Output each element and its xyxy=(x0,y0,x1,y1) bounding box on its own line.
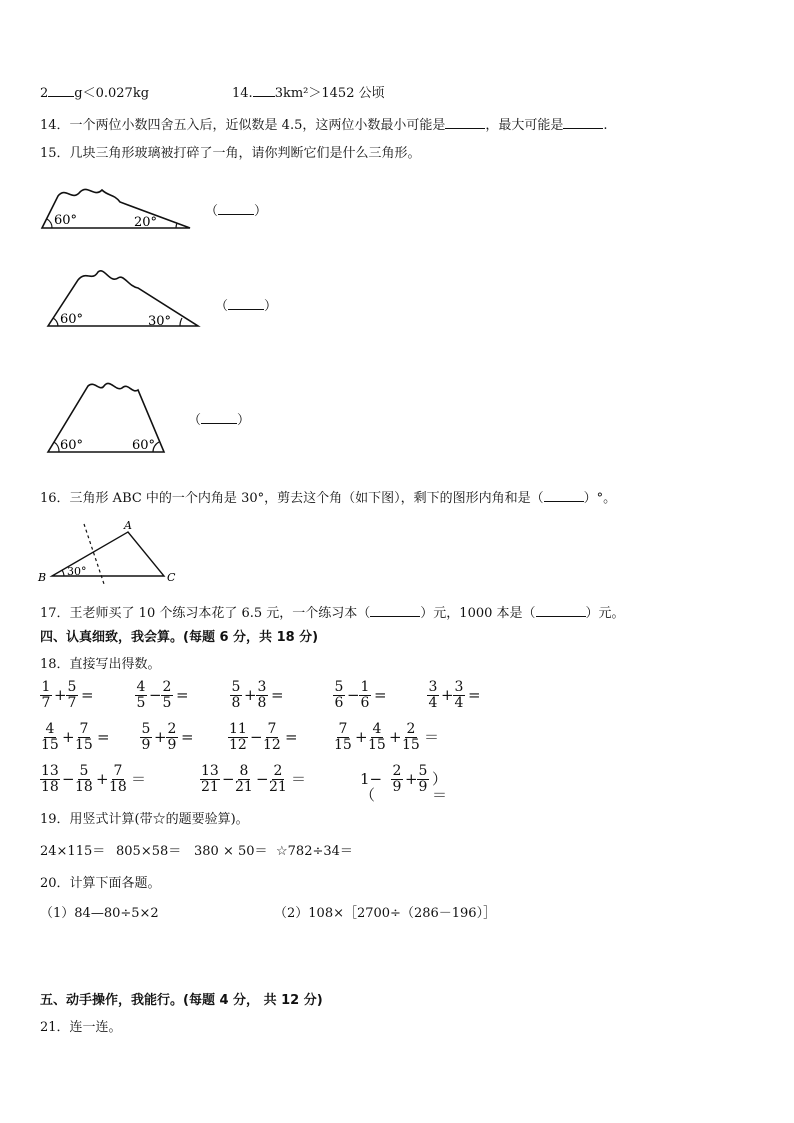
fraction xyxy=(401,722,421,753)
paren-close: ） xyxy=(237,413,251,428)
fraction xyxy=(40,764,60,795)
question-15: 15．几块三角形玻璃被打碎了一角，请你判断它们是什么三角形。 xyxy=(40,146,421,161)
vertex-label-c: C xyxy=(167,571,176,584)
denominator: 9 xyxy=(141,737,151,753)
equals-sign: = xyxy=(285,728,298,746)
blank[interactable] xyxy=(253,84,275,97)
denominator: 8 xyxy=(231,695,241,711)
denominator: 9 xyxy=(392,779,402,795)
fraction xyxy=(74,764,94,795)
denominator: 12 xyxy=(229,737,247,753)
top-line-left-unit: g＜0.027kg xyxy=(74,86,150,101)
angle-label: 60° xyxy=(54,213,78,228)
fraction xyxy=(359,680,371,711)
question-16 xyxy=(40,489,616,507)
answer-blank[interactable] xyxy=(201,411,237,424)
q19-item: 24×115＝ xyxy=(40,844,106,859)
denominator: 15 xyxy=(368,737,386,753)
numerator: 3 xyxy=(428,679,438,695)
q19-item: ☆782÷34＝ xyxy=(276,844,353,859)
angle-label: 60° xyxy=(60,312,84,327)
operator: + xyxy=(96,770,109,788)
top-line xyxy=(40,84,149,102)
denominator: 9 xyxy=(167,737,177,753)
answer-blank[interactable] xyxy=(445,116,485,129)
operator: + xyxy=(405,770,418,788)
angle-label: 60° xyxy=(132,438,156,453)
operator: + xyxy=(154,728,167,746)
equals-sign: ＝ xyxy=(291,770,307,788)
numerator: 4 xyxy=(45,721,55,737)
fraction xyxy=(40,722,60,753)
equals-sign: ＝ xyxy=(131,770,147,788)
operator: + xyxy=(54,686,67,704)
numerator: 4 xyxy=(136,679,146,695)
vertex-label-b: B xyxy=(38,571,47,584)
numerator: 7 xyxy=(79,721,89,737)
equals-sign: = xyxy=(176,686,189,704)
denominator: 21 xyxy=(269,779,287,795)
fraction xyxy=(234,764,254,795)
denominator: 5 xyxy=(136,695,146,711)
numerator: 7 xyxy=(338,721,348,737)
numerator: 3 xyxy=(454,679,464,695)
fraction xyxy=(161,680,173,711)
answer-blank[interactable] xyxy=(218,202,254,215)
q16-end: ）°。 xyxy=(583,491,617,506)
fraction xyxy=(228,722,248,753)
top-line-right xyxy=(232,84,385,102)
section-4-title: 四、认真细致，我会算。(每题 6 分，共 18 分) xyxy=(40,630,319,645)
answer-blank[interactable] xyxy=(544,489,584,502)
denominator: 6 xyxy=(334,695,344,711)
q14-end: . xyxy=(603,118,608,133)
denominator: 15 xyxy=(75,737,93,753)
operator: + xyxy=(441,686,454,704)
question-17 xyxy=(40,604,625,622)
denominator: 5 xyxy=(162,695,172,711)
question-14 xyxy=(40,116,608,134)
fraction xyxy=(108,764,128,795)
fraction xyxy=(427,680,439,711)
equals-sign: = xyxy=(468,686,481,704)
numerator: 2 xyxy=(162,679,172,695)
paren-open: （ xyxy=(188,413,202,428)
question-20-title: 20．计算下面各题。 xyxy=(40,876,161,891)
broken-triangle-2 xyxy=(42,266,204,330)
denominator: 15 xyxy=(41,737,59,753)
numerator: 2 xyxy=(273,763,283,779)
numerator: 5 xyxy=(418,763,428,779)
equals-sign: ）＝ xyxy=(432,770,448,804)
fraction xyxy=(140,722,152,753)
numerator: 5 xyxy=(141,721,151,737)
equals-sign: = xyxy=(81,686,94,704)
q14-text: 14．一个两位小数四舍五入后，近似数是 4.5，这两位小数最小可能是 xyxy=(40,118,446,133)
denominator: 7 xyxy=(41,695,51,711)
top-line-right-unit: 3km²＞1452 公顷 xyxy=(274,86,385,101)
equals-sign: ＝ xyxy=(424,728,440,746)
q17-end: ）元。 xyxy=(585,606,625,621)
denominator: 21 xyxy=(235,779,253,795)
answer-paren-2 xyxy=(215,297,277,315)
q14-mid: ，最大可能是 xyxy=(485,118,564,133)
answer-blank[interactable] xyxy=(370,604,420,617)
top-line-left-number: 2 xyxy=(40,86,49,101)
fraction xyxy=(262,722,282,753)
operator: + xyxy=(62,728,75,746)
operator: + xyxy=(244,686,257,704)
top-line-right-number: 14. xyxy=(232,86,253,101)
q20-item: （1）84—80÷5×2 xyxy=(40,906,159,921)
q17-text: 17．王老师买了 10 个练习本花了 6.5 元，一个练习本（ xyxy=(40,606,371,621)
denominator: 4 xyxy=(428,695,438,711)
triangle-abc-figure xyxy=(34,518,184,584)
numerator: 2 xyxy=(167,721,177,737)
equals-sign: = xyxy=(271,686,284,704)
numerator: 13 xyxy=(41,763,59,779)
numerator: 5 xyxy=(67,679,77,695)
q17-mid: ）元，1000 本是（ xyxy=(420,606,536,621)
q19-item: 380 × 50＝ xyxy=(194,844,268,859)
fraction xyxy=(230,680,242,711)
numerator: 7 xyxy=(267,721,277,737)
question-21-title: 21．连一连。 xyxy=(40,1020,122,1035)
answer-paren-3 xyxy=(188,411,250,429)
fraction xyxy=(166,722,178,753)
denominator: 6 xyxy=(360,695,370,711)
fraction xyxy=(256,680,268,711)
broken-triangle-3 xyxy=(42,378,170,456)
blank[interactable] xyxy=(48,84,74,97)
fraction xyxy=(200,764,220,795)
answer-paren-1 xyxy=(205,202,267,220)
fraction xyxy=(391,764,403,795)
numerator: 4 xyxy=(372,721,382,737)
paren-open: （ xyxy=(215,299,229,314)
operator: − xyxy=(62,770,75,788)
fraction xyxy=(333,680,345,711)
q19-item: 805×58＝ xyxy=(116,844,182,859)
fraction xyxy=(333,722,353,753)
denominator: 15 xyxy=(334,737,352,753)
numerator: 3 xyxy=(257,679,267,695)
denominator: 18 xyxy=(41,779,59,795)
fraction xyxy=(40,680,52,711)
equals-sign: = xyxy=(181,728,194,746)
fraction xyxy=(268,764,288,795)
answer-blank[interactable] xyxy=(536,604,586,617)
operator: + xyxy=(355,728,368,746)
denominator: 12 xyxy=(263,737,281,753)
answer-blank[interactable] xyxy=(228,297,264,310)
equals-sign: = xyxy=(97,728,110,746)
section-5-title: 五、动手操作，我能行。(每题 4 分， 共 12 分) xyxy=(40,993,323,1008)
angle-label: 30° xyxy=(148,314,172,329)
angle-label: 30° xyxy=(67,565,87,578)
operator: − xyxy=(256,770,269,788)
fraction xyxy=(417,764,429,795)
operator: − xyxy=(347,686,360,704)
fraction xyxy=(66,680,78,711)
numerator: 11 xyxy=(229,721,247,737)
denominator: 15 xyxy=(402,737,420,753)
equals-sign: = xyxy=(374,686,387,704)
denominator: 18 xyxy=(109,779,127,795)
denominator: 18 xyxy=(75,779,93,795)
operator: − xyxy=(250,728,263,746)
paren-close: ） xyxy=(264,299,278,314)
denominator: 21 xyxy=(201,779,219,795)
numerator: 5 xyxy=(231,679,241,695)
numerator: 2 xyxy=(392,763,402,779)
question-18-title: 18．直接写出得数。 xyxy=(40,657,161,672)
numerator: 13 xyxy=(201,763,219,779)
numerator: 5 xyxy=(334,679,344,695)
angle-label: 60° xyxy=(60,438,84,453)
numerator: 8 xyxy=(239,763,249,779)
q16-text: 16．三角形 ABC 中的一个内角是 30°，剪去这个角（如下图），剩下的图形内角和是（ xyxy=(40,491,544,506)
operator: − xyxy=(222,770,235,788)
denominator: 4 xyxy=(454,695,464,711)
fraction xyxy=(367,722,387,753)
operator: + xyxy=(389,728,402,746)
numerator: 5 xyxy=(79,763,89,779)
answer-blank[interactable] xyxy=(563,116,603,129)
numerator: 1 xyxy=(360,679,370,695)
fraction xyxy=(453,680,465,711)
denominator: 9 xyxy=(418,779,428,795)
question-19-title: 19．用竖式计算(带☆的题要验算)。 xyxy=(40,812,249,827)
numerator: 2 xyxy=(406,721,416,737)
denominator: 7 xyxy=(67,695,77,711)
operator: − xyxy=(149,686,162,704)
numerator: 1 xyxy=(41,679,51,695)
angle-label: 20° xyxy=(134,215,158,230)
broken-triangle-1 xyxy=(36,182,196,234)
fraction xyxy=(135,680,147,711)
denominator: 8 xyxy=(257,695,267,711)
paren-close: ） xyxy=(254,204,268,219)
fraction xyxy=(74,722,94,753)
paren-open: （ xyxy=(205,204,219,219)
numerator: 7 xyxy=(113,763,123,779)
q20-item: （2）108×［2700÷（286－196）］ xyxy=(274,906,497,921)
vertex-label-a: A xyxy=(124,519,132,532)
expression-prefix: 1−（ xyxy=(360,770,383,804)
